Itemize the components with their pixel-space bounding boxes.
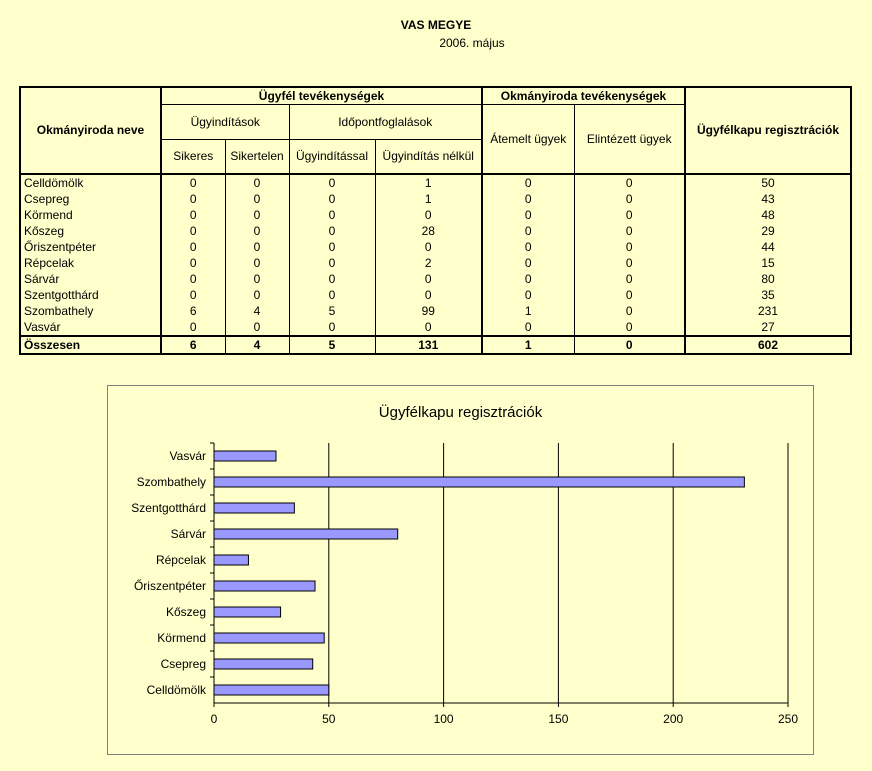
cell-with-init: 0 bbox=[289, 255, 375, 271]
cell-with-init: 0 bbox=[289, 287, 375, 303]
cell-registrations: 48 bbox=[685, 207, 851, 223]
cell-transferred: 0 bbox=[482, 255, 574, 271]
cell-success: 0 bbox=[161, 207, 225, 223]
cell-registrations: 35 bbox=[685, 287, 851, 303]
bar-9 bbox=[214, 685, 329, 695]
cell-with-init: 0 bbox=[289, 223, 375, 239]
bar-7 bbox=[214, 633, 324, 643]
cell-success: 0 bbox=[161, 271, 225, 287]
total-without-init: 131 bbox=[375, 336, 482, 354]
cell-registrations: 15 bbox=[685, 255, 851, 271]
total-registrations: 602 bbox=[685, 336, 851, 354]
cell-transferred: 0 bbox=[482, 271, 574, 287]
total-with-init: 5 bbox=[289, 336, 375, 354]
cell-fail: 0 bbox=[225, 319, 289, 336]
cell-without-init: 1 bbox=[375, 191, 482, 207]
cell-with-init: 0 bbox=[289, 271, 375, 287]
bar-8 bbox=[214, 659, 313, 669]
cell-without-init: 0 bbox=[375, 319, 482, 336]
total-fail: 4 bbox=[225, 336, 289, 354]
cell-success: 0 bbox=[161, 223, 225, 239]
cell-without-init: 1 bbox=[375, 174, 482, 191]
cell-with-init: 5 bbox=[289, 303, 375, 319]
cell-fail: 0 bbox=[225, 174, 289, 191]
total-handled: 0 bbox=[574, 336, 685, 354]
y-category-label: Szombathely bbox=[136, 475, 206, 489]
bar-0 bbox=[214, 451, 276, 461]
cell-office-name: Celldömölk bbox=[20, 174, 161, 191]
cell-office-name: Csepreg bbox=[20, 191, 161, 207]
cell-handled: 0 bbox=[574, 191, 685, 207]
x-tick-label: 100 bbox=[433, 712, 454, 726]
header-office-activities: Okmányiroda tevékenységek bbox=[482, 87, 685, 105]
cell-success: 0 bbox=[161, 255, 225, 271]
header-with-init: Ügyindítással bbox=[289, 140, 375, 175]
cell-fail: 0 bbox=[225, 239, 289, 255]
y-category-label: Répcelak bbox=[155, 553, 206, 567]
cell-handled: 0 bbox=[574, 303, 685, 319]
cell-with-init: 0 bbox=[289, 207, 375, 223]
cell-success: 0 bbox=[161, 287, 225, 303]
y-category-label: Őriszentpéter bbox=[133, 579, 206, 593]
page-subtitle: 2006. május bbox=[439, 36, 505, 50]
data-table bbox=[19, 86, 852, 355]
header-transferred: Átemelt ügyek bbox=[482, 105, 574, 175]
cell-transferred: 0 bbox=[482, 223, 574, 239]
cell-without-init: 0 bbox=[375, 287, 482, 303]
cell-transferred: 0 bbox=[482, 207, 574, 223]
table-row bbox=[20, 191, 851, 207]
cell-transferred: 0 bbox=[482, 287, 574, 303]
table-row bbox=[20, 174, 851, 191]
header-handled: Elintézett ügyek bbox=[574, 105, 685, 175]
total-row bbox=[20, 336, 851, 354]
bar-chart bbox=[108, 386, 813, 754]
cell-handled: 0 bbox=[574, 271, 685, 287]
cell-registrations: 29 bbox=[685, 223, 851, 239]
cell-office-name: Körmend bbox=[20, 207, 161, 223]
cell-success: 6 bbox=[161, 303, 225, 319]
cell-with-init: 0 bbox=[289, 191, 375, 207]
cell-transferred: 0 bbox=[482, 174, 574, 191]
cell-transferred: 0 bbox=[482, 239, 574, 255]
cell-office-name: Kőszeg bbox=[20, 223, 161, 239]
cell-without-init: 28 bbox=[375, 223, 482, 239]
cell-fail: 0 bbox=[225, 223, 289, 239]
y-category-label: Vasvár bbox=[169, 449, 206, 463]
cell-office-name: Sárvár bbox=[20, 271, 161, 287]
header-office-name: Okmányiroda neve bbox=[20, 87, 161, 174]
table-row bbox=[20, 207, 851, 223]
bar-5 bbox=[214, 581, 315, 591]
cell-office-name: Szombathely bbox=[20, 303, 161, 319]
cell-handled: 0 bbox=[574, 319, 685, 336]
cell-office-name: Répcelak bbox=[20, 255, 161, 271]
chart-area bbox=[107, 385, 814, 755]
cell-office-name: Szentgotthárd bbox=[20, 287, 161, 303]
table-row bbox=[20, 239, 851, 255]
bar-3 bbox=[214, 529, 398, 539]
header-success: Sikeres bbox=[161, 140, 225, 175]
cell-fail: 0 bbox=[225, 255, 289, 271]
x-tick-label: 200 bbox=[663, 712, 684, 726]
cell-registrations: 50 bbox=[685, 174, 851, 191]
cell-registrations: 231 bbox=[685, 303, 851, 319]
cell-handled: 0 bbox=[574, 287, 685, 303]
cell-success: 0 bbox=[161, 239, 225, 255]
cell-handled: 0 bbox=[574, 239, 685, 255]
total-office-name: Összesen bbox=[20, 336, 161, 354]
y-category-label: Kőszeg bbox=[165, 605, 206, 619]
cell-without-init: 99 bbox=[375, 303, 482, 319]
cell-with-init: 0 bbox=[289, 174, 375, 191]
table-row bbox=[20, 271, 851, 287]
cell-fail: 0 bbox=[225, 191, 289, 207]
y-category-label: Körmend bbox=[157, 631, 206, 645]
cell-without-init: 0 bbox=[375, 239, 482, 255]
cell-without-init: 2 bbox=[375, 255, 482, 271]
table-row bbox=[20, 255, 851, 271]
cell-transferred: 0 bbox=[482, 191, 574, 207]
x-tick-label: 0 bbox=[210, 712, 218, 726]
table-row bbox=[20, 287, 851, 303]
bar-2 bbox=[214, 503, 294, 513]
cell-fail: 0 bbox=[225, 271, 289, 287]
cell-office-name: Őriszentpéter bbox=[20, 239, 161, 255]
x-tick-label: 150 bbox=[548, 712, 569, 726]
cell-transferred: 1 bbox=[482, 303, 574, 319]
header-registrations: Ügyfélkapu regisztrációk bbox=[685, 87, 851, 174]
header-client-activities: Ügyfél tevékenységek bbox=[161, 87, 482, 105]
cell-fail: 0 bbox=[225, 207, 289, 223]
cell-office-name: Vasvár bbox=[20, 319, 161, 336]
page-title: VAS MEGYE bbox=[400, 18, 472, 32]
table-row bbox=[20, 319, 851, 336]
bar-6 bbox=[214, 607, 281, 617]
x-tick-label: 250 bbox=[777, 712, 799, 726]
cell-registrations: 43 bbox=[685, 191, 851, 207]
cell-handled: 0 bbox=[574, 255, 685, 271]
header-fail: Sikertelen bbox=[225, 140, 289, 175]
cell-fail: 0 bbox=[225, 287, 289, 303]
cell-handled: 0 bbox=[574, 207, 685, 223]
y-category-label: Szentgotthárd bbox=[131, 501, 206, 515]
x-tick-label: 50 bbox=[322, 712, 336, 726]
cell-with-init: 0 bbox=[289, 239, 375, 255]
total-transferred: 1 bbox=[482, 336, 574, 354]
cell-fail: 4 bbox=[225, 303, 289, 319]
bar-1 bbox=[214, 477, 744, 487]
cell-handled: 0 bbox=[574, 174, 685, 191]
cell-registrations: 44 bbox=[685, 239, 851, 255]
table-row bbox=[20, 223, 851, 239]
header-without-init: Ügyindítás nélkül bbox=[375, 140, 482, 175]
cell-without-init: 0 bbox=[375, 207, 482, 223]
cell-without-init: 0 bbox=[375, 271, 482, 287]
y-category-label: Csepreg bbox=[160, 657, 206, 671]
chart-title: Ügyfélkapu regisztrációk bbox=[378, 404, 543, 421]
total-success: 6 bbox=[161, 336, 225, 354]
cell-success: 0 bbox=[161, 319, 225, 336]
cell-success: 0 bbox=[161, 174, 225, 191]
header-initiations: Ügyindítások bbox=[161, 105, 289, 140]
header-appointments: Időpontfoglalások bbox=[289, 105, 482, 140]
y-category-label: Celldömölk bbox=[146, 683, 206, 697]
cell-handled: 0 bbox=[574, 223, 685, 239]
table-row bbox=[20, 303, 851, 319]
cell-registrations: 80 bbox=[685, 271, 851, 287]
cell-registrations: 27 bbox=[685, 319, 851, 336]
cell-with-init: 0 bbox=[289, 319, 375, 336]
bar-4 bbox=[214, 555, 248, 565]
cell-transferred: 0 bbox=[482, 319, 574, 336]
cell-success: 0 bbox=[161, 191, 225, 207]
y-category-label: Sárvár bbox=[170, 527, 206, 541]
